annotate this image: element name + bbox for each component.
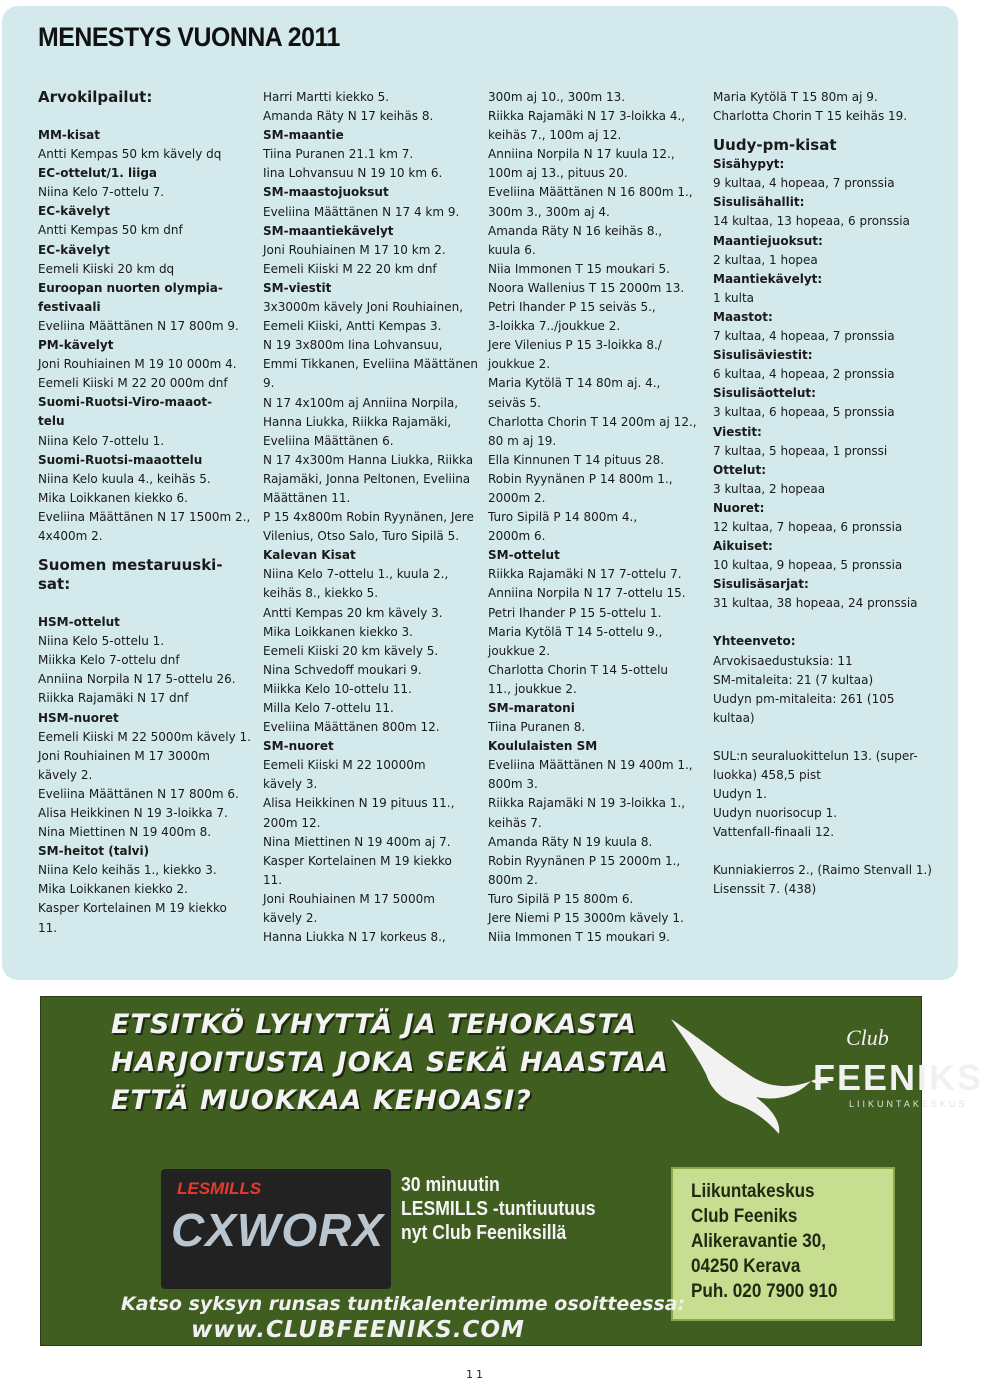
section-heading: Nuoret: [713,500,765,515]
club-logo-subtitle: LIIKUNTAKESKUS [849,1099,968,1109]
result-line: kultaa) [713,710,755,725]
advertisement [40,996,983,1346]
result-line: 800m 2. [488,872,538,887]
result-line: keihäs 7. [488,815,542,830]
result-line: Eemeli Kiiski M 22 10000m [263,758,426,773]
section-heading: Yhteenveto: [713,634,796,649]
result-line: SM-mitaleita: 21 (7 kultaa) [713,672,874,687]
result-line: Antti Kempas 20 km kävely 3. [263,605,443,620]
result-line: Uudyn nuorisocup 1. [713,806,838,821]
result-line: Eveliina Määttänen N 17 4 km 9. [263,204,460,219]
column-3 [488,88,703,947]
section-heading: Uudy-pm-kisat [713,136,837,155]
result-line: Kasper Kortelainen M 19 kiekko [263,853,452,868]
result-line: Miikka Kelo 10-ottelu 11. [263,681,412,696]
result-line: Eemeli Kiiski 20 km kävely 5. [263,643,439,658]
result-line: Uudyn pm-mitaleita: 261 (105 [713,691,895,706]
lesmills-logo-text: LESMILLS [177,1179,262,1198]
result-line: Eveliina Määttänen 6. [263,433,394,448]
result-line: 11., joukkue 2. [488,681,577,696]
section-heading: SM-maantiekävelyt [263,223,394,238]
address-line-1: Liikuntakeskus [691,1181,815,1202]
address-line-2: Club Feeniks [691,1206,798,1227]
result-line: Joni Rouhiainen M 19 10 000m 4. [38,357,237,372]
spacer [38,107,248,126]
ad-website-link[interactable]: www.CLUBFEENIKS.COM [191,1317,525,1343]
result-line: Eveliina Määttänen N 16 800m 1., [488,185,693,200]
result-line: Mika Loikkanen kiekko 6. [38,490,188,505]
section-heading: Suomi-Ruotsi-Viro-maaot- [38,395,213,410]
section-heading: Sisulisäviestit: [713,348,813,363]
section-heading: festivaali [38,299,101,314]
spacer [713,728,938,747]
ad-call-to-action: Katso syksyn runsas tuntikalenterimme osoitteessa: [121,1293,686,1315]
result-line: Niia Immonen T 15 moukari 5. [488,261,670,276]
result-line: 2000m 6. [488,529,546,544]
result-line: Miikka Kelo 7-ottelu dnf [38,653,180,668]
result-line: Charlotta Chorin T 14 200m aj 12., [488,414,697,429]
result-line: Tiina Puranen 21.1 km 7. [263,147,414,162]
section-heading: SM-heitot (talvi) [38,844,150,859]
result-line: Petri Ihander P 15 seiväs 5., [488,300,656,315]
result-line: kävely 2. [38,767,93,782]
result-line: Eemeli Kiiski M 22 20 000m dnf [38,376,228,391]
result-line: P 15 4x800m Robin Ryynänen, Jere [263,510,474,525]
result-line: N 17 4x300m Hanna Liukka, Riikka [263,452,474,467]
result-line: Eveliina Määttänen N 17 800m 6. [38,786,239,801]
section-heading: SM-ottelut [488,548,560,563]
section-heading: SM-maantie [263,128,344,143]
result-line: Charlotta Chorin T 14 5-ottelu [488,662,669,677]
result-line: Niina Kelo 7-ottelu 1. [38,433,165,448]
result-line: 80 m aj 19. [488,433,557,448]
result-line: N 17 4x100m aj Anniina Norpila, [263,395,459,410]
result-line: Hanna Liukka N 17 korkeus 8., [263,930,446,945]
section-heading: SM-maratoni [488,701,575,715]
club-logo-small-text: Club [846,1025,889,1050]
cxworx-logo-text: CXWORX [171,1204,384,1256]
result-line: keihäs 7., 100m aj 12. [488,128,622,143]
result-line: Niina Kelo 7-ottelu 1., kuula 2., [263,567,449,582]
result-line: keihäs 8., kiekko 5. [263,586,379,601]
section-heading: EC-kävelyt [38,204,110,219]
result-line: Riikka Rajamäki N 17 3-loikka 4., [488,109,686,124]
result-line: 3x3000m kävely Joni Rouhiainen, [263,300,464,315]
result-line: kävely 3. [263,777,318,792]
result-line: Milla Kelo 7-ottelu 11. [263,701,394,715]
result-line: Niina Kelo kuula 4., keihäs 5. [38,471,211,486]
result-line: Joni Rouhiainen M 17 10 km 2. [263,242,446,257]
promo-line-2: LESMILLS -tuntiuutuus [401,1198,596,1220]
phoenix-bird-icon [661,1009,831,1139]
result-line: Arvokisaedustuksia: 11 [713,653,853,668]
section-heading: Ottelut: [713,462,767,477]
section-heading: HSM-nuoret [38,710,119,725]
result-line: Hanna Liukka, Riikka Rajamäki, [263,414,452,429]
spacer [713,126,938,136]
section-heading: Maastot: [713,309,773,324]
result-line: Eemeli Kiiski M 22 20 km dnf [263,261,437,276]
section-heading: sat: [38,575,71,594]
result-line: Harri Martti kiekko 5. [263,90,390,104]
address-line-4: 04250 Kerava [691,1256,801,1277]
result-line: Eemeli Kiiski M 22 5000m kävely 1. [38,729,251,744]
section-heading: SM-viestit [263,280,332,295]
ad-promo-text [401,1173,621,1245]
section-heading: Maantiejuoksut: [713,233,823,248]
result-line: Kunniakierros 2., (Raimo Stenvall 1.) [713,863,932,878]
result-line: kuula 6. [488,242,536,257]
result-line: Vilenius, Otso Salo, Turo Sipilä 5. [263,529,460,544]
ad-headline-line-2: HARJOITUSTA JOKA SEKÄ HAASTAA [111,1047,670,1078]
section-heading: SM-maastojuoksut [263,185,389,200]
result-line: Alisa Heikkinen N 19 pituus 11., [263,796,455,811]
result-line: Amanda Räty N 17 keihäs 8. [263,109,434,124]
result-line: Riikka Rajamäki N 19 3-loikka 1., [488,796,686,811]
result-line: Jere Niemi P 15 3000m kävely 1. [488,911,684,926]
result-line: Riikka Rajamäki N 17 dnf [38,691,189,706]
result-line: Antti Kempas 50 km kävely dq [38,147,222,162]
result-line: Anniina Norpila N 17 kuula 12., [488,147,675,162]
result-line: 100m aj 13., pituus 20. [488,166,628,181]
result-line: kävely 2. [263,911,318,926]
address-line-5: Puh. 020 7900 910 [691,1281,838,1302]
result-line: 14 kultaa, 13 hopeaa, 6 pronssia [713,214,910,229]
result-line: Joni Rouhiainen M 17 3000m [38,748,210,763]
result-line: 1 kulta [713,290,755,305]
result-line: Amanda Räty N 16 keihäs 8., [488,223,663,238]
spacer [713,842,938,861]
result-line: Emmi Tikkanen, Eveliina Määttänen [263,357,478,372]
result-line: 9 kultaa, 4 hopeaa, 7 pronssia [713,176,895,191]
section-heading: Aikuiset: [713,539,773,554]
result-line: Nina Miettinen N 19 400m aj 7. [263,834,451,849]
promo-line-1: 30 minuutin [401,1174,500,1196]
result-line: Maria Kytölä T 15 80m aj 9. [713,90,878,104]
result-line: Eemeli Kiiski 20 km dq [38,261,175,276]
result-line: Ella Kinnunen T 14 pituus 28. [488,452,665,467]
section-heading: HSM-ottelut [38,615,120,630]
result-line: Lisenssit 7. (438) [713,882,817,897]
result-line: Mika Loikkanen kiekko 2. [38,882,188,897]
address-text [691,1179,837,1304]
column-1 [38,88,251,938]
result-line: Maria Kytölä T 14 5-ottelu 9., [488,624,663,639]
result-line: 6 kultaa, 4 hopeaa, 2 pronssia [713,367,895,382]
result-line: Eveliina Määttänen 800m 12. [263,720,440,735]
address-line-3: Alikeravantie 30, [691,1231,826,1252]
section-heading: EC-ottelut/1. liiga [38,166,158,181]
result-line: Mika Loikkanen kiekko 3. [263,624,413,639]
column-4 [713,88,938,900]
result-line: 800m 3. [488,777,538,792]
result-line: 11. [38,920,58,935]
result-line: Jere Vilenius P 15 3-loikka 8./ [488,338,662,353]
result-line: 2000m 2. [488,490,546,505]
section-heading: Suomi-Ruotsi-maaottelu [38,452,203,467]
result-line: 3-loikka 7../joukkue 2. [488,319,621,334]
result-line: 9. [263,376,275,391]
result-line: Eveliina Määttänen N 17 800m 9. [38,318,239,333]
section-heading: MM-kisat [38,128,100,142]
result-line: Uudyn 1. [713,787,767,802]
result-line: 3 kultaa, 6 hopeaa, 5 pronssia [713,405,895,420]
result-line: Turo Sipilä P 15 800m 6. [488,891,634,906]
result-line: Turo Sipilä P 14 800m 4., [488,510,638,525]
column-2 [263,88,478,947]
result-line: Antti Kempas 50 km dnf [38,223,183,238]
section-heading: EC-kävelyt [38,242,110,257]
section-heading: Sisulisäottelut: [713,386,816,401]
result-line: Nina Schvedoff moukari 9. [263,662,422,677]
result-line: Niina Kelo 7-ottelu 7. [38,185,165,200]
result-line: Anniina Norpila N 17 5-ottelu 26. [38,672,236,687]
result-line: Niina Kelo 5-ottelu 1. [38,634,165,649]
section-heading: Suomen mestaruuski- [38,556,223,575]
result-line: Alisa Heikkinen N 19 3-loikka 7. [38,806,228,820]
result-line: Niia Immonen T 15 moukari 9. [488,930,670,945]
section-heading: SM-nuoret [263,739,334,754]
result-line: Robin Ryynänen P 14 800m 1., [488,471,673,486]
page-title: MENESTYS VUONNA 2011 [38,22,340,52]
section-heading: telu [38,414,65,429]
section-heading: Kalevan Kisat [263,548,356,563]
result-line: N 19 3x800m Iina Lohvansuu, [263,338,443,353]
result-line: Nina Miettinen N 19 400m 8. [38,825,212,840]
section-heading: Arvokilpailut: [38,88,153,106]
ad-headline-line-3: ETTÄ MUOKKAA KEHOASI? [111,1085,532,1116]
section-heading: Euroopan nuorten olympia- [38,280,223,295]
result-line: Eveliina Määttänen N 19 400m 1., [488,758,693,773]
result-line: 4x400m 2. [38,528,103,543]
result-line: Niina Kelo keihäs 1., kiekko 3. [38,863,217,878]
promo-line-3: nyt Club Feeniksillä [401,1222,567,1244]
result-line: Kasper Kortelainen M 19 kiekko [38,901,227,916]
page-number: 11 [466,1368,486,1381]
result-line: Vattenfall-finaali 12. [713,825,835,840]
result-line: Joni Rouhiainen M 17 5000m [263,891,435,906]
result-line: joukkue 2. [488,357,551,372]
result-line: 300m 3., 300m aj 4. [488,204,610,219]
section-heading: PM-kävelyt [38,338,114,353]
section-heading: Sisulisäsarjat: [713,577,809,592]
result-line: Noora Wallenius T 15 2000m 13. [488,280,685,295]
section-heading: Sisähypyt: [713,157,785,172]
result-line: Eveliina Määttänen N 17 1500m 2., [38,509,251,524]
result-line: joukkue 2. [488,643,551,658]
result-line: Charlotta Chorin T 15 keihäs 19. [713,109,908,124]
result-line: 300m aj 10., 300m 13. [488,90,626,104]
result-line: 11. [263,872,283,887]
result-line: SUL:n seuraluokittelun 13. (super- [713,748,918,763]
result-line: 7 kultaa, 4 hopeaa, 7 pronssia [713,329,895,344]
result-line: 7 kultaa, 5 hopeaa, 1 pronssi [713,443,888,458]
result-line: Iina Lohvansuu N 19 10 km 6. [263,166,443,181]
result-line: Robin Ryynänen P 15 2000m 1., [488,853,681,868]
result-line: 200m 12. [263,815,321,830]
result-line: Eemeli Kiiski, Antti Kempas 3. [263,319,442,334]
spacer [38,594,248,613]
result-line: Tiina Puranen 8. [488,720,586,735]
section-heading: Koululaisten SM [488,739,598,754]
result-line: Petri Ihander P 15 5-ottelu 1. [488,605,662,620]
result-line: 3 kultaa, 2 hopeaa [713,481,826,496]
ad-headline-line-1: ETSITKÖ LYHYTTÄ JA TEHOKASTA [111,1009,637,1040]
result-line: 2 kultaa, 1 hopea [713,252,818,267]
section-heading: Viestit: [713,424,762,439]
result-line: Anniina Norpila N 17 7-ottelu 15. [488,586,686,601]
result-line: seiväs 5. [488,395,541,410]
result-line: Riikka Rajamäki N 17 7-ottelu 7. [488,567,682,582]
spacer [38,546,248,556]
result-line: Amanda Räty N 19 kuula 8. [488,834,653,849]
result-line: 31 kultaa, 38 hopeaa, 24 pronssia [713,596,918,611]
section-heading: Maantiekävelyt: [713,271,823,286]
result-line: 12 kultaa, 7 hopeaa, 6 pronssia [713,519,903,534]
result-line: Rajamäki, Jonna Peltonen, Eveliina [263,471,471,486]
result-line: Määttänen 11. [263,490,351,505]
result-line: Maria Kytölä T 14 80m aj. 4., [488,376,661,391]
result-line: luokka) 458,5 pist [713,768,821,782]
spacer [713,613,938,632]
section-heading: Sisulisähallit: [713,195,805,210]
club-logo-name: FEENIKS [813,1057,983,1098]
result-line: 10 kultaa, 9 hopeaa, 5 pronssia [713,558,903,573]
